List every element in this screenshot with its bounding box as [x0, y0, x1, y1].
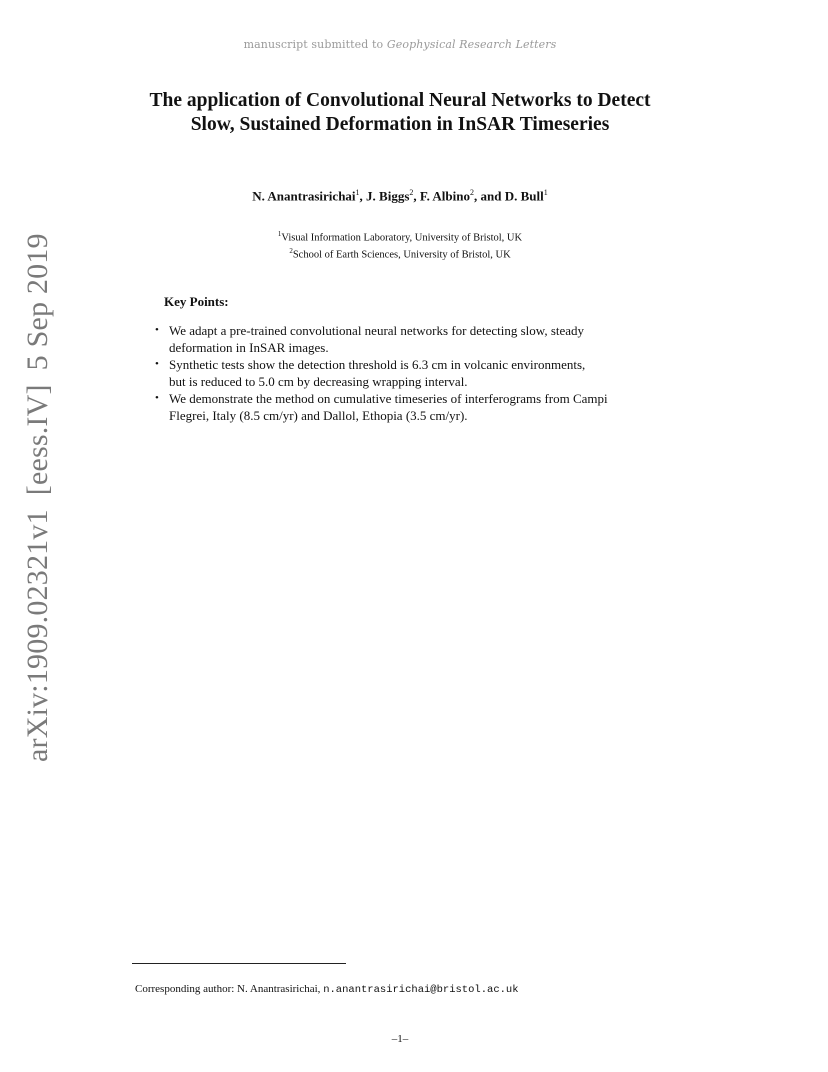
author-email: n.anantrasirichai@bristol.ac.uk	[323, 984, 519, 996]
corresponding-author-footnote	[135, 983, 519, 996]
affiliation-list	[150, 228, 650, 261]
author-name: J. Biggs	[366, 188, 410, 204]
key-points-heading: Key Points:	[164, 294, 229, 309]
bullet-icon: •	[155, 358, 159, 370]
author-affiliation-mark: 2	[470, 188, 474, 197]
arxiv-stamp	[21, 233, 55, 762]
key-point-item	[153, 356, 683, 390]
arxiv-category: [eess.IV]	[21, 384, 54, 496]
key-point-line: We demonstrate the method on cumulative timeseries of interferograms from Campi	[169, 391, 608, 406]
key-point-line: deformation in InSAR images.	[169, 340, 329, 355]
affiliation-number: 2	[289, 246, 293, 255]
arxiv-date: 5 Sep 2019	[21, 233, 54, 371]
header-prefix: manuscript submitted to	[243, 38, 387, 51]
author-name: N. Anantrasirichai	[252, 188, 356, 204]
author-list	[120, 188, 680, 204]
journal-name: Geophysical Research Letters	[386, 38, 557, 51]
author-name: F. Albino	[419, 188, 470, 204]
author-separator: ,	[413, 188, 420, 204]
footnote-divider	[132, 963, 346, 964]
key-points-list	[153, 322, 683, 424]
affiliation-text: School of Earth Sciences, University of Bristol, UK	[292, 249, 511, 260]
bullet-icon: •	[155, 392, 159, 404]
key-point-line: Synthetic tests show the detection threshold is 6.3 cm in volcanic environments,	[169, 357, 586, 372]
key-point-line: but is reduced to 5.0 cm by decreasing wrapping interval.	[169, 374, 468, 389]
affiliation-text: Visual Information Laboratory, University of Bristol, UK	[281, 232, 523, 244]
key-point-item	[153, 322, 683, 356]
affiliation-line	[150, 245, 650, 262]
paper-title: The application of Convolutional Neural Networks to Detect Slow, Sustained Deformation in InSAR Timeseries	[149, 90, 651, 135]
affiliation-line	[150, 228, 650, 245]
author-separator: , and	[474, 188, 505, 204]
author-affiliation-mark: 2	[409, 188, 414, 197]
author-name: D. Bull	[504, 188, 544, 204]
bullet-icon: •	[155, 324, 159, 336]
key-point-item	[153, 390, 683, 424]
key-point-line: Flegrei, Italy (8.5 cm/yr) and Dallol, Ethopia (3.5 cm/yr).	[169, 408, 468, 423]
running-header	[0, 38, 800, 51]
author-separator: ,	[359, 188, 367, 204]
key-point-line: We adapt a pre-trained convolutional neural networks for detecting slow, steady	[169, 323, 585, 338]
footnote-label: Corresponding author: N. Anantrasirichai,	[135, 983, 324, 995]
author-affiliation-mark: 1	[355, 188, 360, 197]
affiliation-number: 1	[277, 230, 282, 238]
page-number: –1–	[391, 1033, 409, 1045]
arxiv-id: arXiv:1909.02321v1	[21, 509, 54, 762]
author-affiliation-mark: 1	[543, 188, 548, 197]
